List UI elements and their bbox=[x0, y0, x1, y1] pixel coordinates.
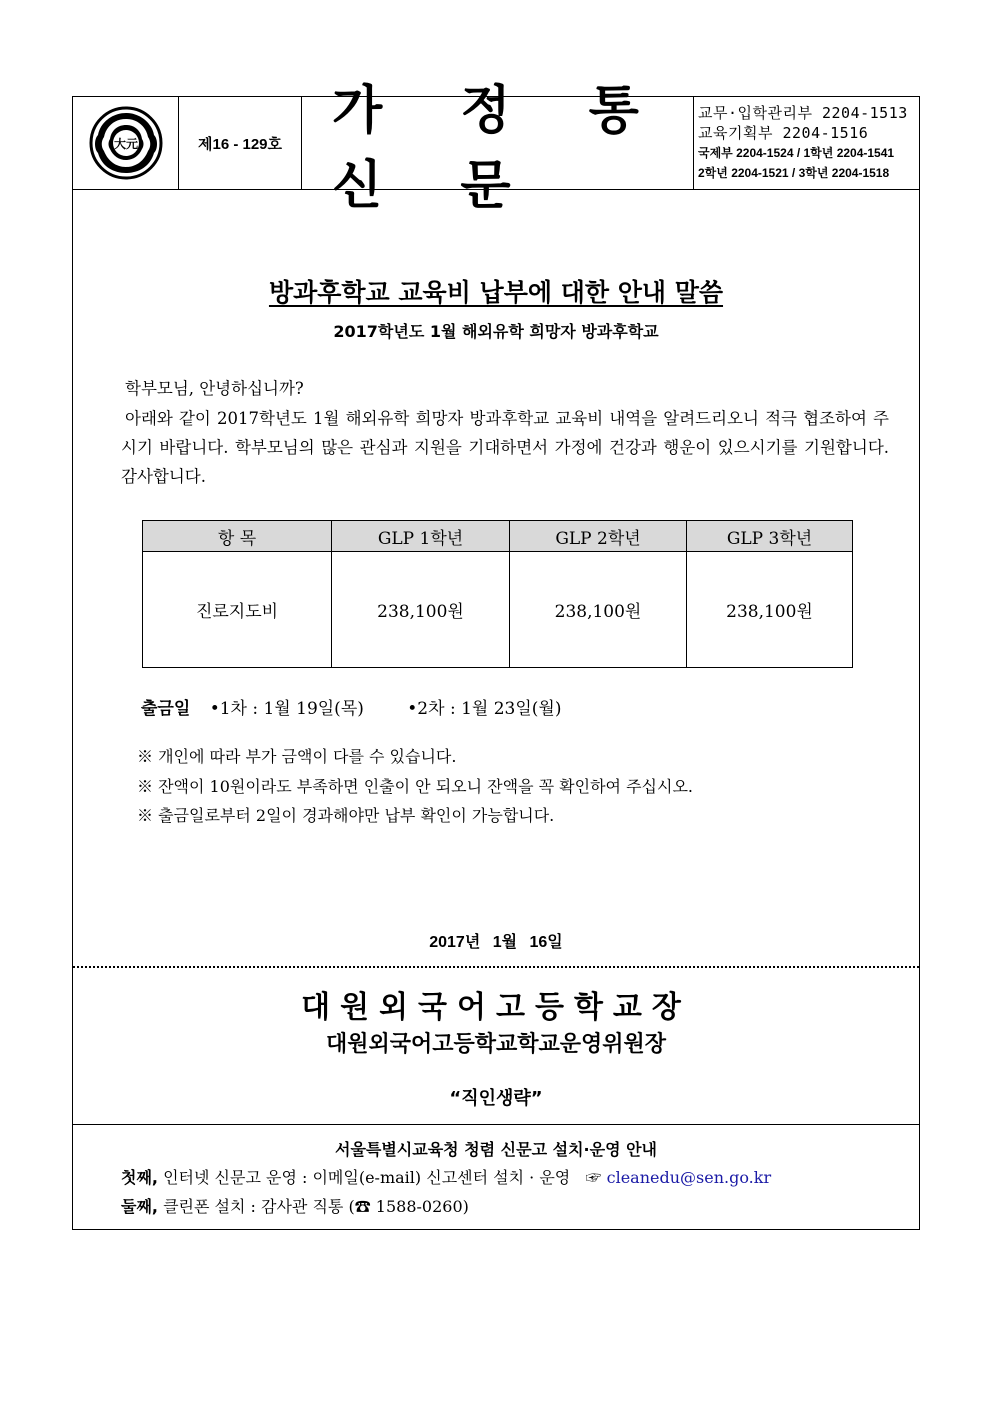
cell-grade1-fee: 238,100원 bbox=[332, 552, 510, 668]
payment-dates bbox=[141, 694, 561, 719]
notice-heading-text: 방과후학교 교육비 납부에 대한 안내 말씀 bbox=[268, 278, 724, 307]
hand-pointer-icon: ☞ bbox=[585, 1168, 602, 1187]
list-item: ※ 출금일로부터 2일이 경과해야만 납부 확인이 가능합니다. bbox=[137, 806, 555, 825]
seal-omitted: “직인생략” bbox=[449, 1088, 543, 1109]
header-item: 항 목 bbox=[143, 521, 332, 552]
school-principal: 대원외국어고등학교장 bbox=[301, 990, 691, 1025]
dotted-divider bbox=[73, 966, 919, 968]
contact-list bbox=[694, 97, 919, 189]
list-item: ※ 개인에 따라 부가 금액이 다를 수 있습니다. bbox=[137, 747, 457, 766]
notice-subtitle: 2017학년도 1월 해외유학 희망자 방과후학교 bbox=[333, 322, 659, 341]
notes-list bbox=[137, 742, 693, 831]
emblem-text: 大元 bbox=[113, 137, 138, 151]
line2-label: 둘째, bbox=[121, 1197, 158, 1216]
contact-intl-grade1: 국제부 2204-1524 / 1학년 2204-1541 bbox=[698, 146, 895, 160]
header-grade2: GLP 2학년 bbox=[510, 521, 687, 552]
table-row bbox=[143, 552, 853, 668]
cell-grade3-fee: 238,100원 bbox=[687, 552, 853, 668]
issue-number: 제16 - 129호 bbox=[179, 97, 302, 189]
issue-date: 2017년 1월 16일 bbox=[429, 934, 563, 951]
list-item: ※ 잔액이 10원이라도 부족하면 인출이 안 되오니 잔액을 꼭 확인하여 주십시오. bbox=[137, 776, 693, 796]
school-emblem-icon bbox=[88, 105, 164, 181]
integrity-line-2 bbox=[121, 1194, 469, 1217]
cell-item: 진로지도비 bbox=[143, 552, 332, 668]
fee-table bbox=[142, 520, 853, 668]
contact-academic: 교무·입학관리부 2204-1513 bbox=[698, 104, 908, 122]
solid-divider bbox=[73, 1124, 919, 1125]
greeting-text: 학부모님, 안녕하십니까? bbox=[125, 379, 304, 398]
report-email-link[interactable]: cleanedu@sen.go.kr bbox=[606, 1168, 772, 1187]
line1-text: 인터넷 신문고 운영 : 이메일(e-mail) 신고센터 설치 · 운영 bbox=[163, 1168, 571, 1187]
school-logo-cell bbox=[73, 97, 179, 189]
letter-header bbox=[73, 81, 919, 216]
cell-grade2-fee: 238,100원 bbox=[510, 552, 687, 668]
notice-page bbox=[72, 81, 920, 1230]
body-paragraph: 아래와 같이 2017학년도 1월 해외유학 희망자 방과후학교 교육비 내역을 알려드리오니 적극 협조하여 주시기 바랍니다. 학부모님의 많은 관심과 지원을 기대하면서 가정에 건강과 행운이 있으시기를 기원합니다. 감사합니다. bbox=[121, 409, 889, 486]
contact-grade2-grade3: 2학년 2204-1521 / 3학년 2204-1518 bbox=[698, 166, 890, 180]
integrity-line-1 bbox=[121, 1165, 771, 1188]
payment-first: •1차 : 1월 19일(목) bbox=[209, 699, 364, 719]
letter-title: 가 정 통 신 문 bbox=[302, 97, 694, 189]
integrity-notice-title: 서울특별시교육청 청렴 신문고 설치·운영 안내 bbox=[334, 1140, 658, 1159]
payment-label: 출금일 bbox=[141, 699, 191, 719]
fee-table-header-row bbox=[143, 521, 853, 552]
payment-second: •2차 : 1월 23일(월) bbox=[407, 699, 562, 719]
committee-chair: 대원외국어고등학교학교운영위원장 bbox=[325, 1032, 667, 1057]
notice-heading bbox=[73, 273, 919, 309]
line2-text: 클린폰 설치 : 감사관 직통 (☎ 1588-0260) bbox=[163, 1197, 469, 1216]
header-grade1: GLP 1학년 bbox=[332, 521, 510, 552]
contact-planning: 교육기획부 2204-1516 bbox=[698, 124, 869, 142]
header-grade3: GLP 3학년 bbox=[687, 521, 853, 552]
line1-label: 첫째, bbox=[121, 1168, 158, 1187]
